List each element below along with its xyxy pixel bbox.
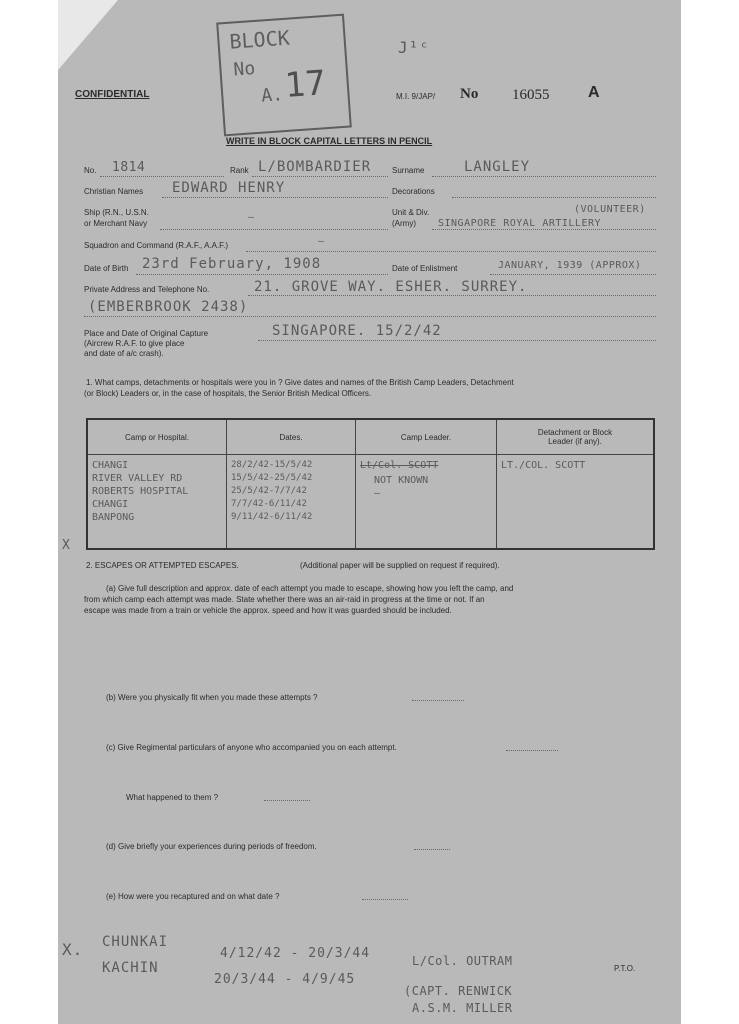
address-label: Private Address and Telephone No.: [84, 285, 210, 294]
header-detachment-leader: Detachment or Block Leader (if any).: [497, 419, 655, 455]
cell-detachment: [497, 455, 655, 550]
number-label: No: [460, 86, 479, 102]
cell-leader: [356, 455, 497, 550]
detachment-value: LT./COL. SCOTT: [501, 460, 586, 471]
pto-label: P.T.O.: [614, 964, 636, 973]
continuation-leader-3: A.S.M. MILLER: [412, 1001, 513, 1015]
question-2c-sub: What happened to them ?: [126, 793, 219, 802]
ship-line: [160, 229, 388, 230]
rank-label: Rank: [230, 166, 249, 175]
continuation-dates-1: 4/12/42 - 20/3/44: [220, 946, 371, 961]
stamp-a: A.: [260, 84, 284, 107]
ship-label-2: or Merchant Navy: [84, 219, 148, 228]
top-handwritten-mark: J¹ᶜ: [398, 38, 430, 57]
capture-label-1: Place and Date of Original Capture: [84, 329, 209, 338]
camps-table: [86, 418, 655, 550]
dob-value: 23rd February, 1908: [142, 256, 322, 272]
ship-value: —: [248, 212, 255, 223]
question-2e: (e) How were you recaptured and on what date ?: [106, 892, 280, 901]
ship-label-1: Ship (R.N., U.S.N.: [84, 208, 149, 217]
enlistment-label: Date of Enlistment: [392, 264, 458, 273]
capture-label-3: and date of a/c crash).: [84, 349, 164, 358]
dob-line: [136, 274, 388, 275]
unit-value: SINGAPORE ROYAL ARTILLERY: [438, 218, 602, 229]
header-camp-leader: Camp Leader.: [356, 419, 497, 455]
question-1-text-cont: (or Block) Leaders or, in the case of hospitals, the Senior British Medical Officers.: [84, 389, 372, 398]
continuation-leader-1: L/Col. OUTRAM: [412, 954, 513, 968]
stamp-number: 17: [283, 63, 328, 106]
question-1-text: 1. What camps, detachments or hospitals were you in ? Give dates and names of the British Camp Leaders, Detachment: [86, 378, 514, 387]
continuation-camp-2: KACHIN: [102, 960, 159, 976]
confidential-label: CONFIDENTIAL: [75, 89, 150, 100]
question-2-heading: 2. ESCAPES OR ATTEMPTED ESCAPES.: [86, 561, 239, 570]
question-2a-line-2: from which camp each attempt was made. State whether there was an air-raid in progress at the time or not. If an: [84, 595, 485, 604]
address-value-2: (EMBERBROOK 2438): [88, 299, 249, 315]
christian-names-label: Christian Names: [84, 187, 144, 196]
serial-number: 16055: [512, 87, 550, 103]
question-2c-sub-line: [264, 800, 310, 801]
cell-camps: [87, 455, 227, 550]
surname-line: [432, 176, 656, 177]
squadron-value: —: [318, 236, 325, 247]
capture-label-2: (Aircrew R.A.F. to give place: [84, 339, 185, 348]
decorations-label: Decorations: [392, 187, 435, 196]
no-value: 1814: [112, 160, 146, 175]
capture-value: SINGAPORE. 15/2/42: [272, 323, 442, 339]
unit-line: [432, 229, 656, 230]
surname-label: Surname: [392, 166, 425, 175]
leader-struck: Lt/Col. SCOTT: [360, 460, 439, 471]
block-stamp: [216, 14, 352, 137]
address-line-2: [84, 316, 656, 317]
enlistment-line: [490, 274, 656, 275]
squadron-label: Squadron and Command (R.A.F., A.A.F.): [84, 241, 229, 250]
address-value: 21. GROVE WAY. ESHER. SURREY.: [254, 279, 528, 295]
unit-label-1: Unit & Div.: [392, 208, 430, 217]
margin-x-mark: X: [62, 538, 71, 553]
enlistment-value: JANUARY, 1939 (APPROX): [498, 260, 642, 271]
leader-list: NOT KNOWN —: [374, 475, 429, 499]
continuation-camp-1: CHUNKAI: [102, 934, 169, 950]
header-camp: Camp or Hospital.: [87, 419, 227, 455]
serial-suffix: A: [588, 84, 600, 101]
header-dates: Dates.: [227, 419, 356, 455]
decorations-line: [452, 197, 656, 198]
question-2-note: (Additional paper will be supplied on request if required).: [300, 561, 500, 570]
continuation-x-mark: X.: [62, 940, 84, 959]
address-line: [248, 295, 656, 296]
dates-list: 28/2/42-15/5/42 15/5/42-25/5/42 25/5/42-7/7/42 7/7/42-6/11/42 9/11/42-6/11/42: [231, 460, 313, 522]
question-2e-line: [362, 899, 408, 900]
question-2a-line-3: escape was made from a train or vehicle the approx. speed and how it was guarded should be included.: [84, 606, 452, 615]
capture-line: [258, 340, 656, 341]
unit-label-2: (Army): [392, 219, 416, 228]
unit-volunteer-note: (VOLUNTEER): [574, 204, 646, 215]
instruction-heading: WRITE IN BLOCK CAPITAL LETTERS IN PENCIL: [226, 136, 433, 146]
rank-value: L/BOMBARDIER: [258, 159, 372, 175]
cell-dates: [227, 455, 356, 550]
christian-line: [162, 197, 388, 198]
christian-names-value: EDWARD HENRY: [172, 180, 286, 196]
question-2a-line-1: (a) Give full description and approx. date of each attempt you made to escape, showing how you left the camp, and: [106, 584, 514, 593]
dob-label: Date of Birth: [84, 264, 129, 273]
question-2d: (d) Give briefly your experiences during periods of freedom.: [106, 842, 317, 851]
squadron-line: [246, 251, 656, 252]
question-2b: (b) Were you physically fit when you made these attempts ?: [106, 693, 318, 702]
continuation-dates-2: 20/3/44 - 4/9/45: [214, 972, 356, 987]
surname-value: LANGLEY: [464, 159, 531, 175]
no-label: No.: [84, 166, 97, 175]
question-2c-line: [506, 750, 558, 751]
stamp-block: BLOCK: [228, 25, 291, 54]
form-reference: M.I. 9/JAP/: [396, 92, 436, 101]
stamp-no: No: [232, 58, 256, 81]
continuation-leader-2: (CAPT. RENWICK: [404, 984, 513, 998]
no-line: [100, 176, 224, 177]
question-2c: (c) Give Regimental particulars of anyone who accompanied you on each attempt.: [106, 743, 397, 752]
question-2d-line: [414, 849, 450, 850]
camps-list: CHANGI RIVER VALLEY RD ROBERTS HOSPITAL CHANGI BANPONG: [92, 460, 189, 523]
rank-line: [252, 176, 388, 177]
question-2b-line: [412, 700, 464, 701]
